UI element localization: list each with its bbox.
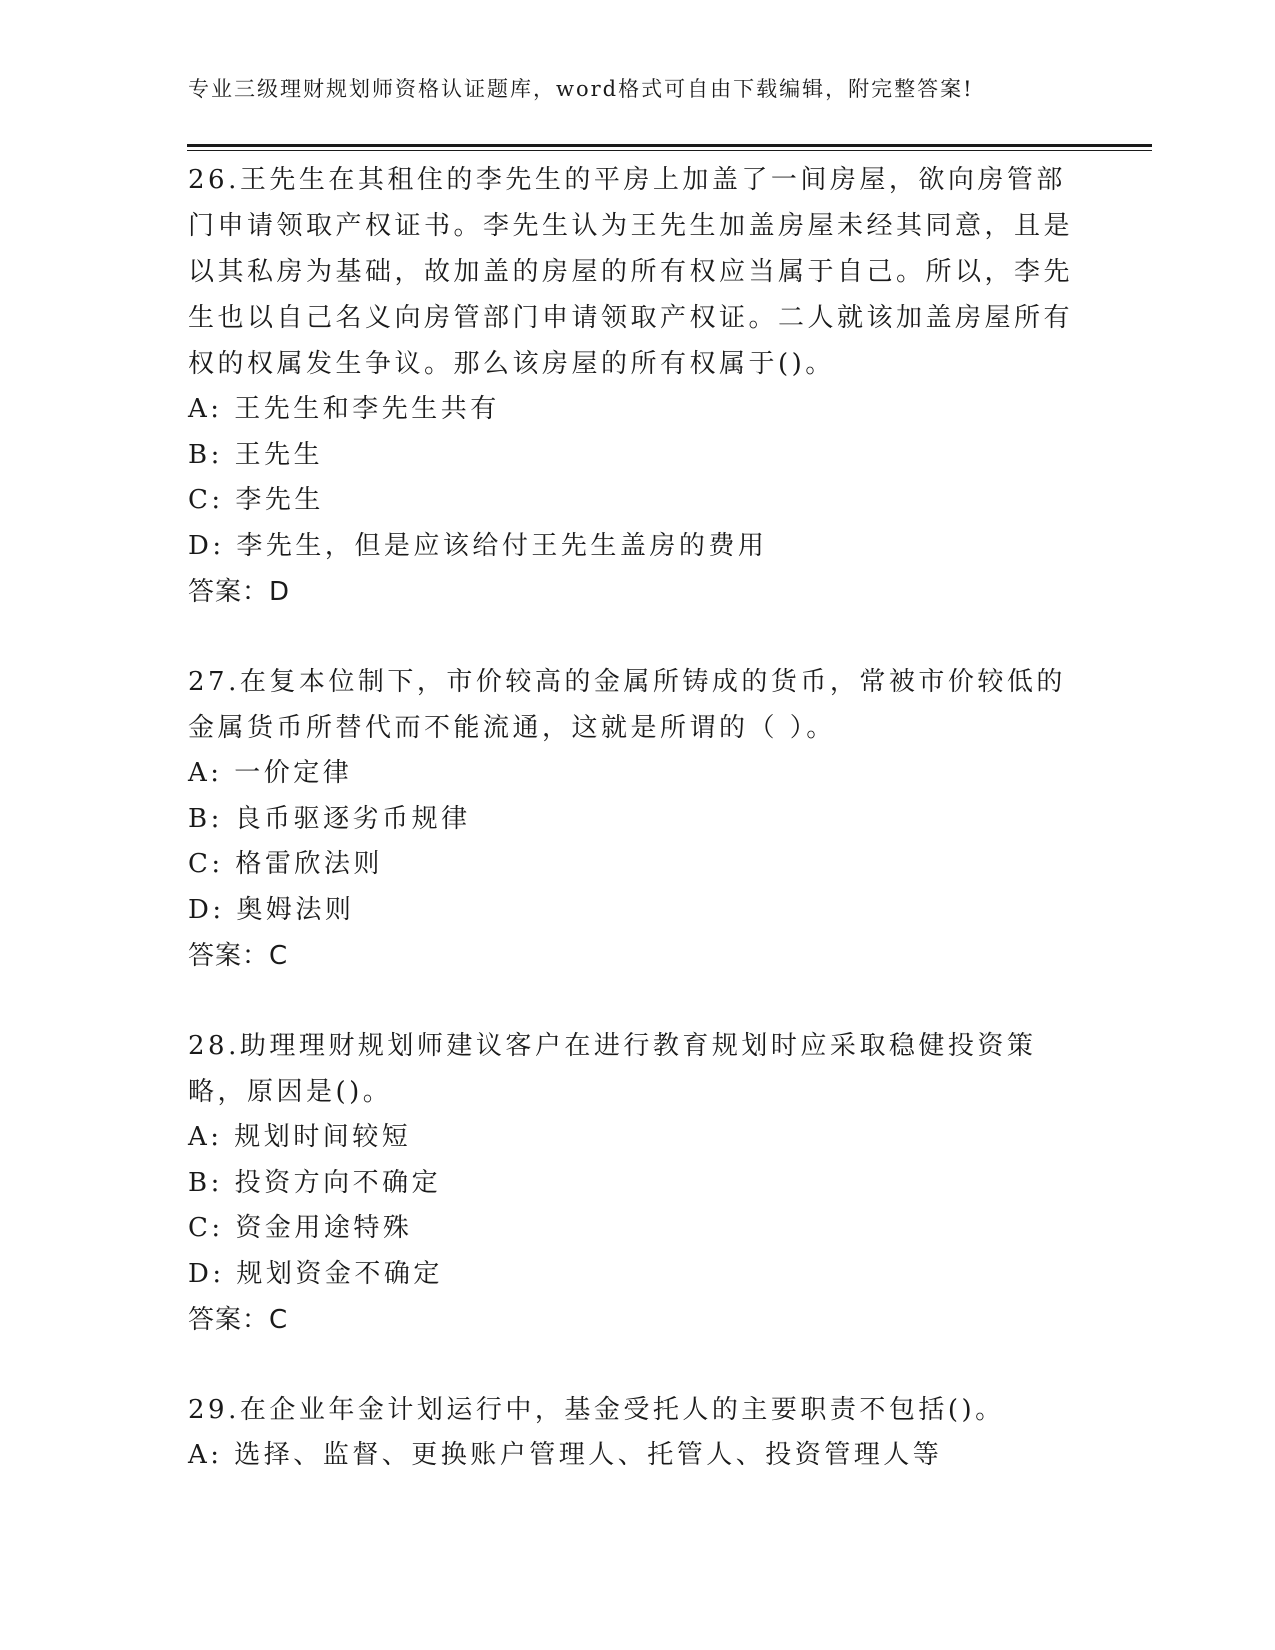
- header-rule-thick: [187, 144, 1152, 147]
- option-c: C: 李先生: [188, 485, 324, 515]
- question-28: [188, 1023, 1088, 1343]
- option-a: A: 一价定律: [188, 758, 353, 788]
- page-header: 专业三级理财规划师资格认证题库，word格式可自由下载编辑，附完整答案!: [188, 77, 974, 101]
- spacer: [188, 1343, 1088, 1387]
- option-b: B: 投资方向不确定: [188, 1167, 442, 1198]
- option-b: B: 王先生: [188, 439, 324, 470]
- option-d: D: 李先生，但是应该给付王先生盖房的费用: [188, 530, 768, 561]
- answer: 答案：C: [188, 941, 289, 971]
- option-a: A: 选择、监督、更换账户管理人、托管人、投资管理人等: [188, 1440, 943, 1470]
- question-stem: 27.在复本位制下，市价较高的金属所铸成的货币，常被市价较低的金属货币所替代而不能流通，这就是所谓的（ ）。: [188, 667, 1066, 743]
- answer: 答案：D: [188, 577, 291, 607]
- question-stem: 29.在企业年金计划运行中，基金受托人的主要职责不包括()。: [188, 1395, 1005, 1425]
- spacer: [188, 615, 1088, 659]
- answer: 答案：C: [188, 1305, 289, 1335]
- question-27: [188, 659, 1088, 979]
- option-d: D: 规划资金不确定: [188, 1258, 443, 1289]
- option-c: C: 资金用途特殊: [188, 1213, 413, 1243]
- option-c: C: 格雷欣法则: [188, 849, 383, 879]
- question-list: [188, 157, 1088, 1479]
- option-d: D: 奥姆法则: [188, 894, 355, 925]
- option-a: A: 规划时间较短: [188, 1122, 412, 1152]
- question-stem: 28.助理理财规划师建议客户在进行教育规划时应采取稳健投资策略，原因是()。: [188, 1031, 1037, 1107]
- option-a: A: 王先生和李先生共有: [188, 394, 500, 424]
- spacer: [188, 979, 1088, 1023]
- question-29: [188, 1387, 1088, 1479]
- question-stem: 26.王先生在其租住的李先生的平房上加盖了一间房屋，欲向房管部门申请领取产权证书。李先生认为王先生加盖房屋未经其同意，且是以其私房为基础，故加盖的房屋的所有权应当属于自己。所以，李先生也以自己名义向房管部门申请领取产权证。二人就该加盖房屋所有权的权属发生争议。那么该房屋的所有权属于()。: [188, 165, 1074, 379]
- question-26: [188, 157, 1088, 615]
- header-rule-thin: [187, 150, 1152, 151]
- option-b: B: 良币驱逐劣币规律: [188, 803, 471, 834]
